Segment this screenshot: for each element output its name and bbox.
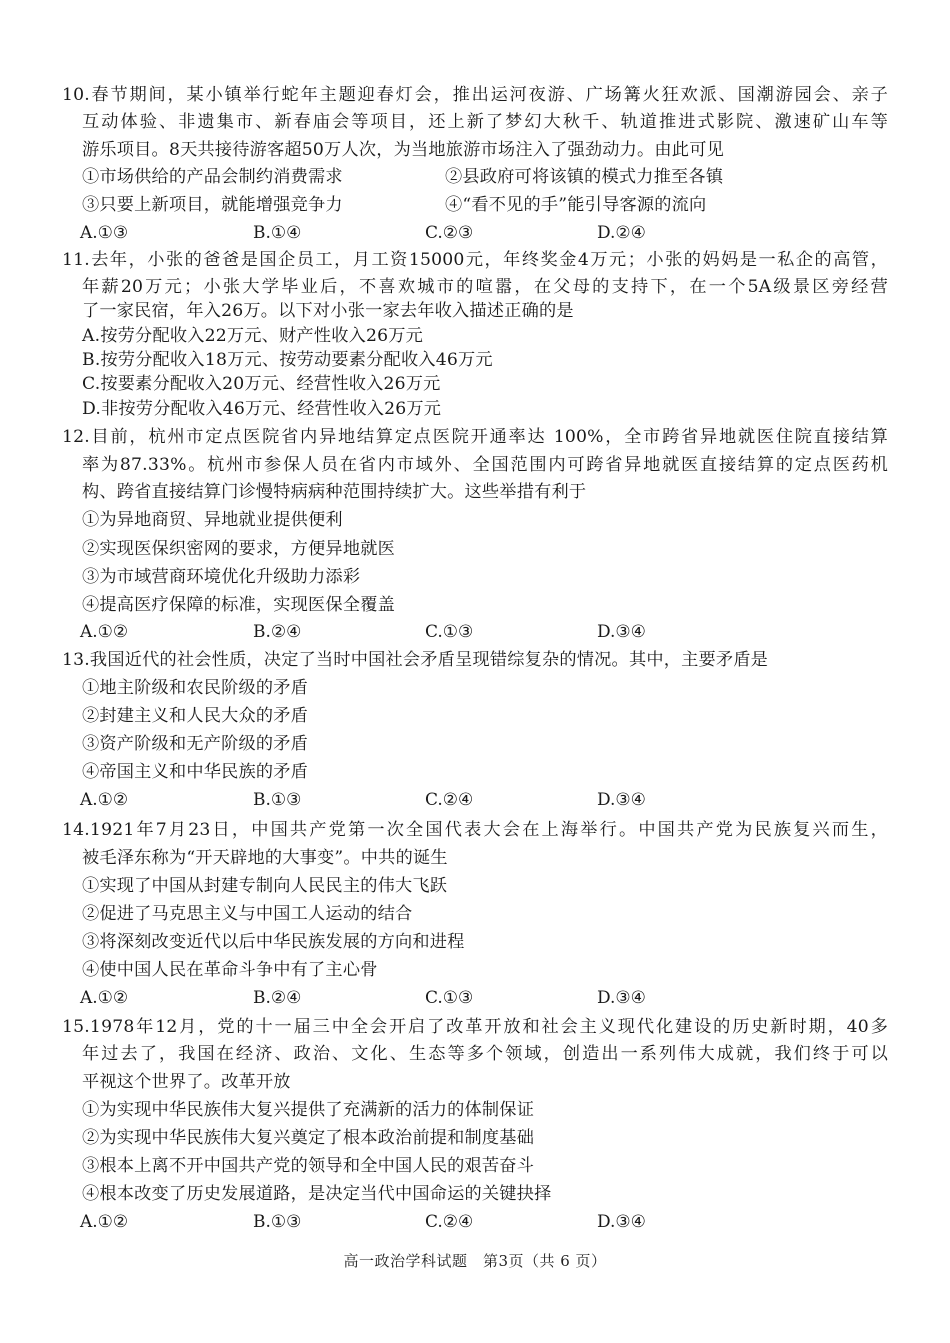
question-stem-line: 年薪20万元；小张大学毕业后，不喜欢城市的喧嚣，在父母的支持下，在一个5A级景区旁经营 [82, 277, 888, 297]
option-4: ④使中国人民在革命斗争中有了主心骨 [82, 960, 378, 980]
choice-b: B.②④ [253, 622, 302, 642]
page-footer: 高一政治学科试题 第3页（共 6 页） [343, 1252, 607, 1270]
choice-d: D.③④ [597, 622, 646, 642]
choice-a: A.①② [80, 622, 129, 642]
question-stem-line: 年过去了，我国在经济、政治、文化、生态等多个领域，创造出一系列伟大成就，我们终于可以 [82, 1044, 888, 1064]
option-3: ③只要上新项目，就能增强竞争力 [82, 195, 343, 215]
question-stem-line: 被毛泽东称为“开天辟地的大事变”。中共的诞生 [82, 848, 448, 868]
question-stem-line: 互动体验、非遗集市、新春庙会等项目，还上新了梦幻大秋千、轨道推进式影院、激速矿山车等 [82, 112, 888, 132]
option-1: ①地主阶级和农民阶级的矛盾 [82, 678, 309, 698]
choice-a: A.①② [80, 790, 129, 810]
choice-b: B.②④ [253, 988, 302, 1008]
question-stem-line: 14.1921年7月23日，中国共产党第一次全国代表大会在上海举行。中国共产党为民族复兴而生， [62, 820, 888, 840]
option-1: ①实现了中国从封建专制向人民民主的伟大飞跃 [82, 876, 448, 896]
option-4: ④提高医疗保障的标准，实现医保全覆盖 [82, 595, 395, 615]
question-stem-line: 10.春节期间，某小镇举行蛇年主题迎春灯会，推出运河夜游、广场篝火狂欢派、国潮游园会、亲子 [62, 85, 888, 105]
question-stem-line: 率为87.33%。杭州市参保人员在省内市域外、全国范围内可跨省异地就医直接结算的定点医药机 [82, 455, 888, 475]
choice-d: D.非按劳分配收入46万元、经营性收入26万元 [82, 399, 442, 419]
option-2: ②县政府可将该镇的模式力推至各镇 [445, 167, 724, 187]
option-3: ③为市域营商环境优化升级助力添彩 [82, 567, 361, 587]
option-2: ②为实现中华民族伟大复兴奠定了根本政治前提和制度基础 [82, 1128, 535, 1148]
option-2: ②封建主义和人民大众的矛盾 [82, 706, 309, 726]
question-stem-line: 13.我国近代的社会性质，决定了当时中国社会矛盾呈现错综复杂的情况。其中，主要矛盾是 [62, 650, 769, 670]
question-stem-line: 15.1978年12月，党的十一届三中全会开启了改革开放和社会主义现代化建设的历史新时期，40多 [62, 1017, 888, 1037]
option-1: ①为实现中华民族伟大复兴提供了充满新的活力的体制保证 [82, 1100, 535, 1120]
option-4: ④“看不见的手”能引导客源的流向 [445, 195, 707, 215]
choice-c: C.按要素分配收入20万元、经营性收入26万元 [82, 374, 441, 394]
option-3: ③资产阶级和无产阶级的矛盾 [82, 734, 309, 754]
choice-a: A.按劳分配收入22万元、财产性收入26万元 [82, 326, 424, 346]
choice-d: D.③④ [597, 988, 646, 1008]
option-2: ②促进了马克思主义与中国工人运动的结合 [82, 904, 413, 924]
option-3: ③根本上离不开中国共产党的领导和全中国人民的艰苦奋斗 [82, 1156, 535, 1176]
choice-a: A.①② [80, 1212, 129, 1232]
choice-c: C.②④ [425, 790, 474, 810]
question-stem-line: 12.目前，杭州市定点医院省内异地结算定点医院开通率达 100%，全市跨省异地就医住院直接结算 [62, 427, 888, 447]
choice-c: C.②④ [425, 1212, 474, 1232]
choice-d: D.②④ [597, 223, 646, 243]
choice-a: A.①② [80, 988, 129, 1008]
option-3: ③将深刻改变近代以后中华民族发展的方向和进程 [82, 932, 465, 952]
choice-c: C.①③ [425, 622, 474, 642]
choice-d: D.③④ [597, 790, 646, 810]
question-stem-line: 构、跨省直接结算门诊慢特病病种范围持续扩大。这些举措有利于 [82, 482, 587, 502]
option-1: ①市场供给的产品会制约消费需求 [82, 167, 343, 187]
question-stem-line: 游乐项目。8天共接待游客超50万人次，为当地旅游市场注入了强劲动力。由此可见 [82, 140, 724, 160]
choice-b: B.①③ [253, 790, 302, 810]
choice-d: D.③④ [597, 1212, 646, 1232]
choice-b: B.①④ [253, 223, 302, 243]
option-4: ④根本改变了历史发展道路，是决定当代中国命运的关键抉择 [82, 1184, 552, 1204]
choice-c: C.①③ [425, 988, 474, 1008]
choice-b: B.按劳分配收入18万元、按劳动要素分配收入46万元 [82, 350, 493, 370]
question-stem-line: 了一家民宿，年入26万。以下对小张一家去年收入描述正确的是 [82, 301, 574, 321]
choice-a: A.①③ [80, 223, 129, 243]
choice-b: B.①③ [253, 1212, 302, 1232]
option-4: ④帝国主义和中华民族的矛盾 [82, 762, 309, 782]
question-stem-line: 平视这个世界了。改革开放 [82, 1072, 291, 1092]
option-1: ①为异地商贸、异地就业提供便利 [82, 510, 343, 530]
question-stem-line: 11.去年，小张的爸爸是国企员工，月工资15000元，年终奖金4万元；小张的妈妈是一私企的高管， [62, 250, 888, 270]
option-2: ②实现医保织密网的要求，方便异地就医 [82, 539, 395, 559]
choice-c: C.②③ [425, 223, 474, 243]
